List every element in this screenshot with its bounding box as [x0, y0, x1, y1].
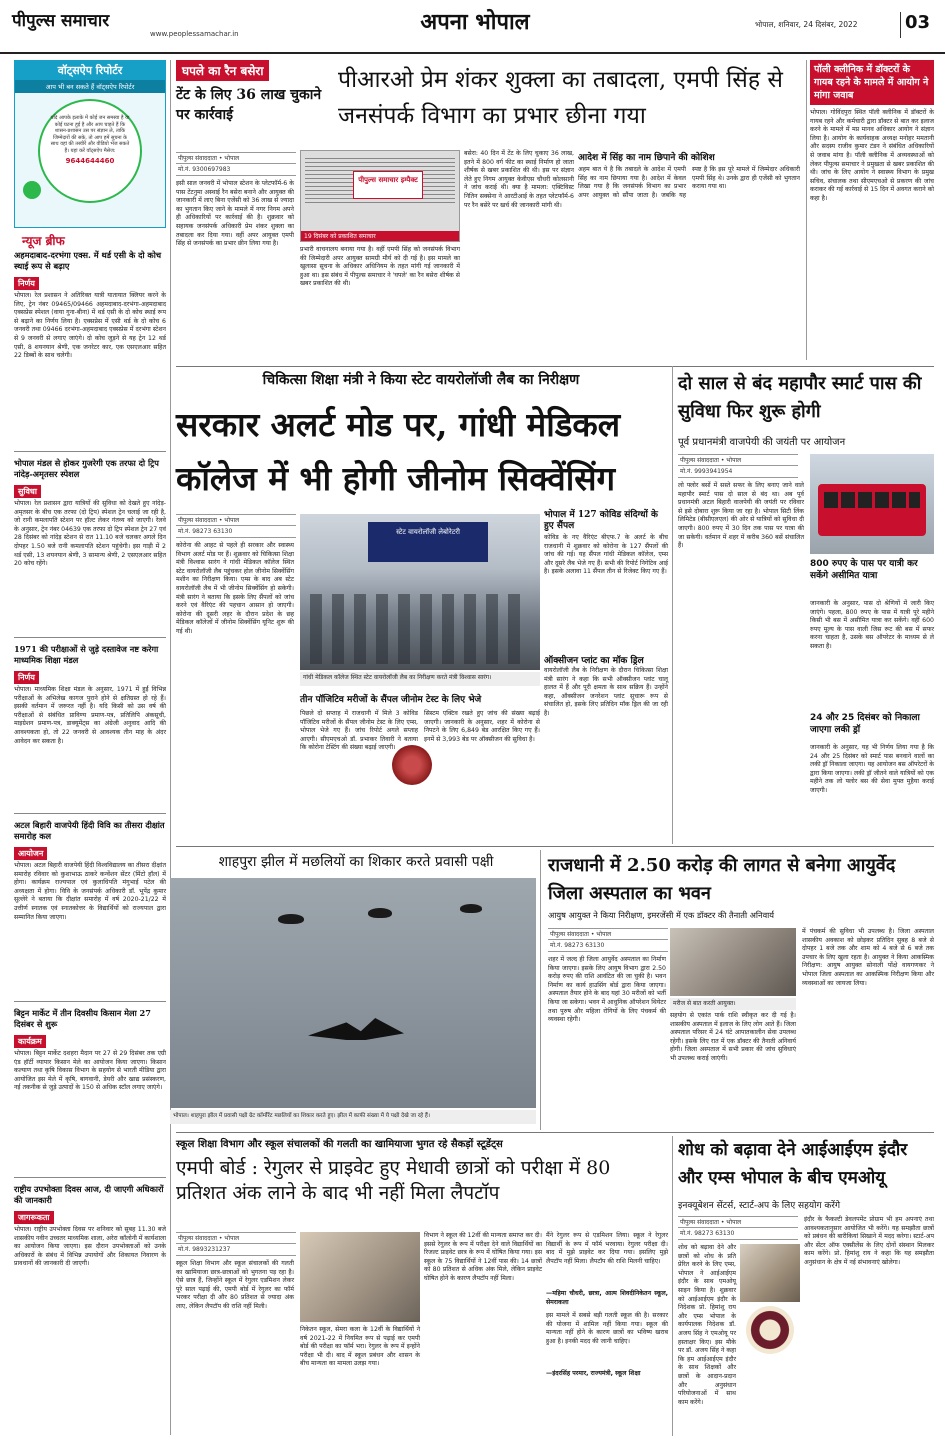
laptop-body3: विभाग ने स्कूल की 12वीं की मान्यता समाप्त कर दी। इससे रेगुलर के रूप में परीक्षा देने वाले विद्यार्थियों का रिजल्ट प्राइवेट छात्र के रूप में घोषित किया गया। इस स्कूल के 75 विद्यार्थियों ने 12वीं पास की। 14 छात्रों को 80 प्रतिशत से अधिक अंक मिले, लेकिन प्राइवेट घोषित होने के कारण लैपटॉप नहीं मिला।	[424, 1232, 542, 1282]
covid-sidebar-head: भोपाल में 127 कोविड संदिग्धों के हुए सैंपल	[544, 510, 658, 531]
brief-label: जागरूकता	[14, 1211, 54, 1224]
ayurveda-body2: सहयोग से एकांत पार्क राशि स्वीकृत कर दी गई है। शासकीय अस्पताल में इलाज के लिए लोग आते हैं। जिला अस्पताल परिसर में 24 घंटे आपातकालीन सेवा उपलब्ध रहेगी। इसके लिए रात में एक डॉक्टर की तैनाती अनिवार्य होगी। जिला अस्पताल में सभी प्रकार की जांच सुविधाएं भी उपलब्ध कराई जाएंगी।	[670, 1012, 796, 1062]
lab-photo	[300, 514, 540, 670]
column-divider	[806, 60, 807, 360]
column-divider	[170, 60, 171, 1435]
byline-mobile: मो.नं. 9993941954	[678, 466, 798, 478]
brief-item	[14, 820, 166, 1002]
ayurveda-body1: शहर में जल्द ही जिला आयुर्वेद अस्पताल का निर्माण किया जाएगा। इसके लिए आयुष विभाग द्वारा 2.50 करोड़ रुपए की राशि आवंटित की जा चुकी है। भवन निर्माण का कार्य हाउसिंग बोर्ड द्वारा किया जाएगा। अस्पताल तैयार होने के बाद यहां 30 मरीजों को भर्ती किया जा सकेगा। भवन में आधुनिक ऑपरेशन थियेटर तथा पुरुष और महिला रोगियों के लिए पंचकर्म की व्यवस्था रहेगी।	[548, 956, 666, 1024]
section-divider	[176, 366, 934, 367]
section-title	[400, 6, 550, 40]
ayurveda-photo	[670, 928, 796, 996]
laptop-photo	[300, 1232, 420, 1322]
byline-text: पीपुल्स संवाददाता • भोपाल	[176, 1232, 296, 1244]
byline-text: पीपुल्स संवाददाता • भोपाल	[176, 152, 296, 164]
brief-body: भोपाल। माध्यमिक शिक्षा मंडल के अनुसार, 1971 में हुईं विभिन्न परीक्षाओं के अभिलेख कागज पुराने होने से क्षतिग्रस्त हो रहे हैं। इसकी वर्तमान में जरूरत नहीं है। यदि किसी को उस वर्ष की परीक्षाओं से संबंधित प्राविण्य प्रमाण-पत्र, प्रतिलिपि अंकसूची, माइग्रेशन प्रमाण-पत्र, डाक्यूमेंट्स का अंग्रेजी अनुवाद आदि की आवश्यकता हो, तो 22 जनवरी से आवश्यक तीन माह के अंदर आवेदन कर सकता है।	[14, 686, 166, 745]
section-divider	[176, 846, 934, 847]
ayurveda-photo-caption: मरीज से बात करती आयुक्त।	[670, 998, 796, 1010]
mou-logo	[746, 1306, 794, 1354]
mou-body1: शोध को बढ़ावा देने और छात्रों को शोध के प्रति प्रेरित करने के लिए एम्स, भोपाल ने आईआईएम इंदौर के साथ एमओयू साइन किया है। शुक्रवार को आईआईएम इंदौर के निदेशक प्रो. हिमांशु राय और एम्स भोपाल के कार्यपालक निदेशक डॉ. अजय सिंह ने एमओयू पर हस्ताक्षर किए। इस मौके पर डॉ. अजय सिंह ने कहा कि हम आईआईएम इंदौर के साथ शिक्षकों और छात्रों के आदान-प्रदान और अनुसंधान परियोजनाओं में साथ काम करेंगे।	[678, 1244, 736, 1406]
byline-mobile: मो.नं. 9893231237	[176, 1244, 296, 1256]
whatsapp-box	[14, 60, 166, 228]
laptop-headline: एमपी बोर्ड : रेगुलर से प्राइवेट हुए मेधावी छात्रों को परीक्षा में 80 प्रतिशत अंक लाने के बाद भी नहीं मिला लैपटॉप	[176, 1157, 611, 1204]
lucky-draw-body: जानकारी के अनुसार, यह भी निर्णय लिया गया है कि 24 और 25 दिसंबर को स्मार्ट पास बनवाने वालों का लकी ड्रॉ निकाला जाएगा। यह आयोजन बस ऑपरेटरों के द्वारा किया जाएगा। लकी ड्रॉ जीतने वाले यात्रियों को एक महीने तक लो फ्लोर बस की सेवा मुफ्त मुहैया कराई जाएगी।	[810, 744, 934, 794]
ayurveda-headline: राजधानी में 2.50 करोड़ की लागत से बनेगा आयुर्वेद जिला अस्पताल का भवन	[548, 855, 896, 904]
column-divider	[540, 850, 541, 1130]
column-divider	[672, 1136, 673, 1436]
brief-body: भोपाल। बिट्टन मार्केट दशहरा मैदान पर 27 से 29 दिसंबर तक एग्री एंड हॉर्टी व्यापार किसान मेले का आयोजन किया जाएगा। किसान कल्याण तथा कृषि विकास विभाग के सहयोग से भारती मीडिया द्वारा आयोजित इस मेले में कृषि, बागवानी, डेयरी और खाद्य प्रसंस्करण, नई तकनीक से जुड़े उत्पादों के 150 से अधिक स्टॉल लगाए जाएंगे।	[14, 1050, 166, 1092]
whatsapp-body: यदि आपके इलाके में कोई जन समस्या है या कोई घटना हुई है और आप चाहते हैं कि शासन-प्रशासन उस पर संज्ञान ले, ताकि जिम्मेदारों की सके, तो आप हमें सूचना के साथ वहां की तस्वीरें और वीडियो भेज सकते हैं। यहां करें वॉट्सऐप मैसेज:	[50, 115, 130, 154]
mou-headline: शोध को बढ़ावा देने आईआईएम इंदौर और एम्स भोपाल के बीच एमओयू	[678, 1140, 908, 1188]
bird-icon	[368, 908, 392, 918]
covid-sidebar-body: कोविड के नए वैरिएंट बीएफ.7 के अलर्ट के बीच राजधानी में शुक्रवार को कोरोना के 127 सैंपलों की जांच की गई। यह सैंपल गांधी मेडिकल कॉलेज, एम्स और दूसरे लैब भेजे गए हैं। सभी की रिपोर्ट निगेटिव आई है। इसके अलावा 11 सैंपल तीन से रिजेक्ट किए गए हैं।	[544, 534, 668, 576]
column-divider	[672, 366, 673, 844]
brief-item	[14, 250, 166, 452]
byline-text: पीपुल्स संवाददाता • भोपाल	[678, 1216, 798, 1228]
brief-label: सुविधा	[14, 485, 41, 498]
pro-subhead: आदेश में सिंह का नाम छिपाने की कोशिश	[578, 153, 715, 163]
pro-body-col4: अहम बात ये है कि तबादले के आदेश में एमपी सिंह का नाम छिपाया गया है। आदेश में केवल लिखा गया है कि जनसंपर्क विभाग का प्रभार अपर आयुक्त को सौंपा जाता है। जबकि यह स्पष्ट है कि इस पूरे मामले में जिम्मेदार अधिकारी एमपी सिंह थे। उनके द्वारा ही एजेंसी को भुगतान कराया गया था।	[578, 166, 800, 199]
whatsapp-icon	[23, 181, 41, 199]
brief-headline: बिट्टन मार्केट में तीन दिवसीय किसान मेला 27 दिसंबर से शुरू	[14, 1008, 151, 1029]
bus-photo-body: जानकारी के अनुसार, पास दो श्रेणियों में जारी किए जाएंगे। पहला, 800 रुपए के पास में यात्री पूरे महीने किसी भी बस में असीमित यात्रा कर सकेंगे। वहीं 600 रुपए मूल्य के पास वाली जिस रूट की बस में सफर करना चाहता है, उसके बस ऑपरेटर के माध्यम से ले सकता है।	[810, 600, 934, 650]
masthead	[0, 0, 945, 54]
rain-basera-headline: टेंट के लिए 36 लाख चुकाने पर कार्रवाई	[176, 87, 322, 123]
clinic-story	[810, 60, 934, 360]
genome-byline	[176, 514, 296, 538]
bird-icon	[278, 914, 304, 924]
oxygen-body: वायरोलॉजी लैब के निरीक्षण के दौरान चिकित्सा शिक्षा मंत्री सारंग ने कहा कि सभी ऑक्सीजन प्लांट चालू हालत में हैं और पूरी क्षमता के साथ सक्रिय हैं। उन्होंने कहा, ऑक्सीजन जनरेशन प्लांट सुचारू रूप से संचालित हो, इसके लिए प्रतिदिन मॉक ड्रिल की जा रही है।	[544, 667, 668, 717]
newsbrief-column	[14, 250, 166, 1435]
ayurveda-byline	[548, 928, 668, 952]
byline-text: पीपुल्स संवाददाता • भोपाल	[678, 454, 798, 466]
oxygen-subhead: ऑक्सीजन प्लांट का मॉक ड्रिल	[544, 656, 644, 666]
bird-icon	[308, 1018, 404, 1040]
clip-caption: 19 दिसंबर को प्रकाशित समाचार	[301, 231, 459, 241]
lucky-draw-head: 24 और 25 दिसंबर को निकाला जाएगा लकी ड्रॉ	[810, 713, 920, 735]
brief-headline: अटल बिहारी वाजपेयी हिंदी विवि का तीसरा दीक्षांत समारोह कल	[14, 820, 165, 841]
bus-body: लो फ्लोर बसों में सस्ते सफर के लिए बनाए जाने वाले महापौर स्मार्ट पास दो साल से बंद था। अब पूर्व प्रधानमंत्री अटल बिहारी वाजपेयी की जयंती पर रविवार से इसे दोबारा शुरू किया जा रहा है। भोपाल सिटी लिंक लिमिटेड (बीसीएलएल) की ओर से यात्रियों को सुविधा दी जाएगी। 800 रुपए में 30 दिन तक पास पर यात्रा की जा सकेगी। वर्तमान में शहर में करीब 360 बसें संचालित हैं।	[678, 482, 804, 550]
genome-kicker: चिकित्सा शिक्षा मंत्री ने किया स्टेट वायरोलॉजी लैब का निरीक्षण	[262, 372, 580, 388]
brief-body: भोपाल। रेल प्रशासन ने अतिरिक्त यात्री यातायात क्लियर करने के लिए, ट्रेन नंबर 09465/09466 अहमदाबाद-दरभंगा-अहमदाबाद एक्सप्रेस स्पेशल (वाया गुना-बीना) में थर्ड एसी के दो कोच स्थाई रूप से बढ़ाने का निर्णय लिया है। एक्सप्रेस में एसी थर्ड के दो कोच 6 जनवरी तथा 09466 दरभंगा-अहमदाबाद एक्सप्रेस में दरभंगा स्टेशन से 9 जनवरी से लगाए जाएंगे। दो कोच जुड़ने से यह ट्रेन 12 थर्ड एसी, 8 शयनयान श्रेणी, एक जनरेटर कार, एक एसएलआर सहित 22 डिब्बों के साथ चलेगी।	[14, 292, 166, 360]
laptop-body2: निकेतन स्कूल, सेमरा कला के 12वीं के विद्यार्थियों ने वर्ष 2021-22 में नियमित रूप से पढ़ाई कर एमपी बोर्ड की परीक्षा का फॉर्म भरा। रेगुलर के रूप में इन्होंने परीक्षा भी दी। बाद में स्कूल प्रबंधन और शासन के बीच मान्यता का मामला उलझ गया।	[300, 1326, 420, 1368]
bus-subhead: पूर्व प्रधानमंत्री वाजपेयी की जयंती पर आयोजन	[678, 437, 846, 448]
mou-body2: इंदौर के फैकल्टी डेवलपमेंट प्रोग्राम भी हम अपनाएं तथा आवश्यकतानुसार आयोजित भी करेंगे। यह समझौता छात्रों को प्रबंधन की बारीकियां सिखाने में मदद करेगा। स्टार्ट-अप और सेंटर ऑफ एक्सीलेंस के लिए दोनों संस्थान मिलकर काम करेंगे। प्रो. हिमांशु राय ने कहा कि यह समझौता अनुसंधान के क्षेत्र में नई संभावनाएं खोलेगा।	[804, 1216, 934, 1266]
impact-badge: पीपुल्स समाचार इम्पैक्ट	[353, 171, 423, 199]
byline-mobile: मो.नं. 9300697983	[176, 164, 296, 176]
genome-headline: सरकार अलर्ट मोड पर, गांधी मेडिकल कॉलेज में भी होगी जीनोम सिक्वेंसिंग	[176, 405, 621, 498]
laptop-byline	[176, 1232, 296, 1256]
genome-sub1-body: पिछले दो सप्ताह में राजधानी में मिले 3 कोविड पॉजिटिव मरीजों के सैंपल जीनोम टेस्ट के लिए एम्स, भोपाल भेजे गए हैं। जांच रिपोर्ट अगले सप्ताह आएगी। सीएमएचओ डॉ. प्रभाकर तिवारी ने बताया कि कोरोना टेस्टिंग की संख्या बढ़ाई जाएगी।	[300, 710, 418, 752]
mou-subhead: इनक्यूबेशन सेंटर्स, स्टार्ट-अप के लिए सहयोग करेंगे	[678, 1201, 841, 1211]
byline-text: पीपुल्स संवाददाता • भोपाल	[548, 928, 668, 940]
lake-photo-caption: भोपाल। शाहपुरा झील में प्रवासी पक्षी ग्रेट कॉर्मोरेंट मछलियों का शिकार करते हुए। झील में काफी संख्या में ये पक्षी देखे जा रहे हैं।	[170, 1110, 536, 1124]
byline-mobile: मो.नं. 98273 63130	[176, 526, 296, 538]
brief-label: निर्णय	[14, 671, 39, 684]
genome-sub1: तीन पॉजिटिव मरीजों के सैंपल जीनोम टेस्ट के लिए भेजे	[300, 695, 482, 705]
brief-headline: राष्ट्रीय उपभोक्ता दिवस आज, दी जाएगी अधिकारों की जानकारी	[14, 1184, 164, 1205]
section-title-text: अपना भोपाल	[420, 9, 530, 35]
whatsapp-number: 9644644460	[65, 156, 115, 165]
whatsapp-title: वॉट्सऐप रिपोर्टर	[15, 61, 165, 80]
laptop-body1: स्कूल शिक्षा विभाग और स्कूल संचालकों की गलती का खामियाजा छात्र-छात्राओं को भुगतना पड़ रहा है। ऐसे छात्र हैं, जिन्होंने स्कूल में रेगुलर एडमिशन लेकर पूरे साल पढ़ाई की, एमपी बोर्ड में रेगुलर का फॉर्म भरकर परीक्षा दी और 80 प्रतिशत से ज्यादा अंक लाए, लेकिन लैपटॉप की राशि नहीं मिली।	[176, 1260, 294, 1310]
people-silhouettes	[310, 594, 530, 664]
quote-1: मैंने रेगुलर रूप से एडमिशन लिया। स्कूल ने रेगुलर विद्यार्थी के रूप में फॉर्म भरवाया। रेगुलर परीक्षा दी। बाद में मुझे प्राइवेट कर दिया गया। इसलिए मुझे लैपटॉप नहीं मिला। लैपटॉप की राशि मिलनी चाहिए।	[546, 1232, 668, 1265]
pro-headline: पीआरओ प्रेम शंकर शुक्ला का तबादला, एमपी सिंह से जनसंपर्क विभाग का प्रभार छीना गया	[338, 67, 783, 129]
brief-item	[14, 1008, 166, 1178]
brief-label: कार्यक्रम	[14, 1035, 46, 1048]
rain-basera-kicker: घपले का रैन बसेरा	[176, 60, 269, 81]
newspaper-clip	[300, 150, 460, 242]
ayurveda-body3: में पंचकर्म की सुविधा भी उपलब्ध है। जिला अस्पताल शासकीय अवकाश को छोड़कर प्रतिदिन सुबह 8 बजे से दोपहर 1 बजे तक और शाम को 4 बजे से 6 बजे तक उपचार के लिए खुला रहता है। आयुक्त ने किया आकस्मिक निरीक्षण: आयुष आयुक्त सोनाली पोंक्षे वायगणकर ने भोपाल जिला अस्पताल का आकस्मिक निरीक्षण किया और व्यवस्थाओं का जायजा लिया।	[802, 928, 934, 987]
brief-label: आयोजन	[14, 847, 47, 860]
pro-body-col3: बसेरा: 40 दिन में टेंट के लिए चुकाए 36 लाख, इतने में 800 वर्ग फीट का स्थाई निर्माण हो जाता शीर्षक से खबर प्रकाशित की थी। इस पर संज्ञान लेते हुए निगम आयुक्त केवीएस चौधरी कोलसानी ने जांच कराई थी। क्या है मामला: एक्टिविस्ट नितिन सक्सेना ने आरटीआई के तहत प्लेटफॉर्म-6 पर रैन बसेरे पर खर्च की जानकारी मांगी थी।	[464, 150, 574, 209]
byline-mobile: मो.नं. 98273 63130	[678, 1228, 798, 1240]
brief-body: भोपाल। अटल बिहारी वाजपेयी हिंदी विश्वविद्यालय का तीसरा दीक्षांत समारोह रविवार को कुशाभाऊ ठाकरे कन्वेंशन सेंटर (मिंटो हॉल) में होगा। कार्यक्रम राज्यपाल एवं कुलाधिपति मंगुभाई पटेल की अध्यक्षता में होगा। विवि के जनसंपर्क अधिकारी डॉ. भूपेंद्र कुमार सुल्लेरे ने बताया कि दीक्षांत समारोह में वर्ष 2020-21/22 में उत्तीर्ण स्नातक एवं स्नातकोत्तर के विद्यार्थियों को राज्यपाल द्वारा सम्मानित किया जाएगा।	[14, 862, 166, 921]
lab-board: स्टेट वायरोलॉजी लेबोरेटरी	[368, 522, 488, 562]
pro-body-col2: प्रभारी वाचनालय बनाया गया है। वहीं एमपी सिंह को जनसंपर्क विभाग की जिम्मेदारी अपर आयुक्त सामग्री मौर्य को दी गई है। इस मामले का खुलासा सूचना के अधिकार अधिनियम के तहत मांगी गई जानकारी में हुआ था। इस संबंध में पीपुल्स समाचार ने 'घपले' का रैन बसेरा शीर्षक से खबर प्रकाशित की थी।	[300, 246, 460, 288]
genome-body: कोरोना की आहट से पहले ही सरकार और स्वास्थ्य विभाग अलर्ट मोड पर हैं। शुक्रवार को चिकित्सा शिक्षा मंत्री विश्वास सारंग ने गांधी मेडिकल कॉलेज स्थित स्टेट वायरोलॉजी लैब पहुंचकर होल जीनोम सिक्वेंसिंग मशीन का निरीक्षण किया। एम्स के बाद अब स्टेट वायरोलॉजी लैब में भी जीनोम सिक्वेंसिंग हो सकेगी। मंत्री सारंग ने बताया कि इसके लिए सैंपलों को जांच करने एवं वैरिएंट की पहचान आसान हो जाएगी। कोरोना की दूसरी लहर के दौरान प्रदेश के छह मेडिकल कॉलेजों में जीनोम सिक्वेंसिंग यूनिट शुरू की गई थी।	[176, 542, 294, 635]
covid-sidebar	[544, 510, 668, 840]
mou-photo	[740, 1244, 800, 1302]
brief-item	[14, 458, 166, 638]
brief-headline: भोपाल मंडल से होकर गुजरेगी एक तरफा दो ट्रिप नांदेड़-अमृतसर स्पेशल	[14, 458, 159, 479]
dateline: भोपाल, शनिवार, 24 दिसंबर, 2022	[755, 20, 858, 29]
brief-item	[14, 644, 166, 814]
bus-windows	[824, 492, 920, 508]
brief-body: भोपाल। रेल प्रशासन द्वारा यात्रियों की सुविधा को देखते हुए नांदेड़-अमृतसर के बीच एक तरफा (दो ट्रिप) स्पेशल ट्रेन चलाई जा रही है, जो रानी कमलापति स्टेशन पर हॉल्ट लेकर गंतव्य को जाएगी। रेलवे के अनुसार, ट्रेन नंबर 04639 एक तरफा दो ट्रिप स्पेशल ट्रेन 27 एवं 28 दिसंबर को नांदेड़ स्टेशन से रात 11.10 बजे चलकर अगले दिन दोपहर 1.50 बजे रानी कमलापति स्टेशन पहुंचेगी। इस गाड़ी में 2 थर्ड एसी, 13 शयनयान श्रेणी, 3 सामान्य श्रेणी, 2 एसएलआर सहित 20 कोच रहेंगे।	[14, 500, 166, 568]
bus-photo-caption: 800 रुपए के पास पर यात्री कर सकेंगे असीमित यात्रा	[810, 559, 918, 581]
newsbrief-title: न्यूज ब्रीफ	[22, 234, 65, 248]
whatsapp-subtitle: आप भी बन सकते हैं वॉट्सऐप रिपोर्टर	[15, 80, 165, 93]
laptop-kicker: स्कूल शिक्षा विभाग और स्कूल संचालकों की गलती का खामियाजा भुगत रहे सैकड़ों स्टूडेंट्स	[176, 1139, 503, 1150]
quote-box	[546, 1232, 668, 1435]
clinic-body: भोपाल। गोविंदपुरा स्थित पॉली क्लीनिक में डॉक्टरों के गायब रहने और कर्मचारी द्वारा डॉक्टर से बात कर इलाज करने के मामले में मप्र मानव अधिकार आयोग ने संज्ञान लिया है। आयोग के कार्यवाहक अध्यक्ष मनोहर ममतानी और सदस्य राजीव कुमार टंडन ने संबंधित अधिकारियों से जवाब मांगा है। पॉली क्लीनिक में अव्यवस्थाओं को लेकर पीपुल्स समाचार ने प्रमुखता से खबर प्रकाशित की थी। जांच के लिए आयोग ने स्वास्थ्य विभाग के प्रमुख सचिव, संचालक तथा सीएमएचओ से प्रकरण की जांच कराकर की गई कार्रवाई से 15 दिन में अवगत कराने को कहा है।	[810, 109, 934, 202]
mou-byline	[678, 1216, 798, 1240]
byline-mobile: मो.नं. 98273 63130	[548, 940, 668, 952]
pro-body-col1: इसी साल जनवरी में भोपाल स्टेशन के प्लेटफॉर्म-6 के पास टेंटनुमा अस्थाई रैन बसेरा बनाने और आयुक्त की जानकारी में लाए बिना एजेंसी को 36 लाख से ज्यादा का भुगतान किए जाने के मामले में नगर निगम अपने ही अधिकारियों पर कार्रवाई की है। शुक्रवार को सहायक जनसंपर्क अधिकारी प्रेम शंकर शुक्ला का तबादला कर दिया गया। वहीं अपर आयुक्त एमपी सिंह से जनसंपर्क का प्रभार छीन लिया गया है।	[176, 180, 294, 248]
lake-headline: शाहपुरा झील में मछलियों का शिकार करते प्रवासी पक्षी	[218, 854, 494, 870]
quote-2-name: —इंदरसिंह परमार, राज्यमंत्री, स्कूल शिक्षा	[546, 1370, 641, 1377]
quote-1-name: —महिमा चौधरी, छात्रा, आत्म शिवदीनिकेतन स्कूल, सेमराकला	[546, 1290, 668, 1306]
quote-2: इस मामले में सबसे बड़ी गलती स्कूल की है। सरकार की योजना में शामिल नहीं किया गया। स्कूल की मान्यता नहीं होने के कारण छात्रों का भविष्य खराब हुआ है। इनकी मदद की जानी चाहिए।	[546, 1312, 668, 1345]
byline-text: पीपुल्स संवाददाता • भोपाल	[176, 514, 296, 526]
bus-photo	[810, 454, 934, 554]
ayurveda-subhead: आयुष आयुक्त ने किया निरीक्षण, इमरजेंसी में एक डॉक्टर की तैनाती अनिवार्य	[548, 910, 775, 920]
pro-byline	[176, 152, 296, 176]
lab-photo-caption: गांधी मेडिकल कॉलेज स्थित स्टेट वायरोलॉजी लैब का निरीक्षण करते मंत्री विश्वास सारंग।	[300, 672, 540, 686]
section-divider	[176, 1132, 934, 1133]
whatsapp-bubble	[38, 99, 142, 203]
brief-label: निर्णय	[14, 277, 39, 290]
logo-text: पीपुल्स समाचार	[12, 11, 110, 31]
genome-sub1-body-2: सिस्टम एक्टिव रखते हुए जांच की संख्या बढ़ाई जाएगी। जानकारी के अनुसार, शहर में कोरोना से निपटने के लिए 6,849 बेड आरक्षित किए गए हैं। इनमें से 3,993 बेड पर ऑक्सीजन की सुविधा है।	[424, 710, 540, 743]
clinic-headline: पॉली क्लीनिक में डॉक्टरों के गायब रहने के मामले में आयोग ने मांगा जवाब	[810, 60, 934, 105]
lake-photo	[170, 878, 536, 1108]
brief-headline: अहमदाबाद-दरभंगा एक्स. में थर्ड एसी के दो कोच स्थाई रूप से बढ़ाए	[14, 250, 162, 271]
bus-headline: दो साल से बंद महापौर स्मार्ट पास की सुविधा फिर शुरू होगी	[678, 373, 922, 422]
brief-body: भोपाल। राष्ट्रीय उपभोक्ता दिवस पर शनिवार को सुबह 11.30 बजे शासकीय नवीन उच्चतर माध्यमिक शाला, अरेरा कॉलोनी में कार्यशाला का आयोजन किया जाएगा। इस दौरान उपभोक्ताओं को उनके अधिकारों के संबंध में विभिन्न उपायोगों और शिकायत निवारण के प्रावधानों की जानकारी दी जाएगी।	[14, 1226, 166, 1268]
rain-basera-box	[176, 60, 326, 150]
brief-headline: 1971 की परीक्षाओं से जुड़े दस्तावेज नष्ट करेगा माध्यमिक शिक्षा मंडल	[14, 644, 159, 665]
website-url: www.peoplessamachar.in	[150, 30, 239, 38]
newspaper-logo	[12, 8, 142, 34]
page-number: 03	[900, 12, 934, 38]
brief-item	[14, 1184, 166, 1404]
bird-icon	[460, 904, 482, 913]
bus-byline	[678, 454, 798, 478]
